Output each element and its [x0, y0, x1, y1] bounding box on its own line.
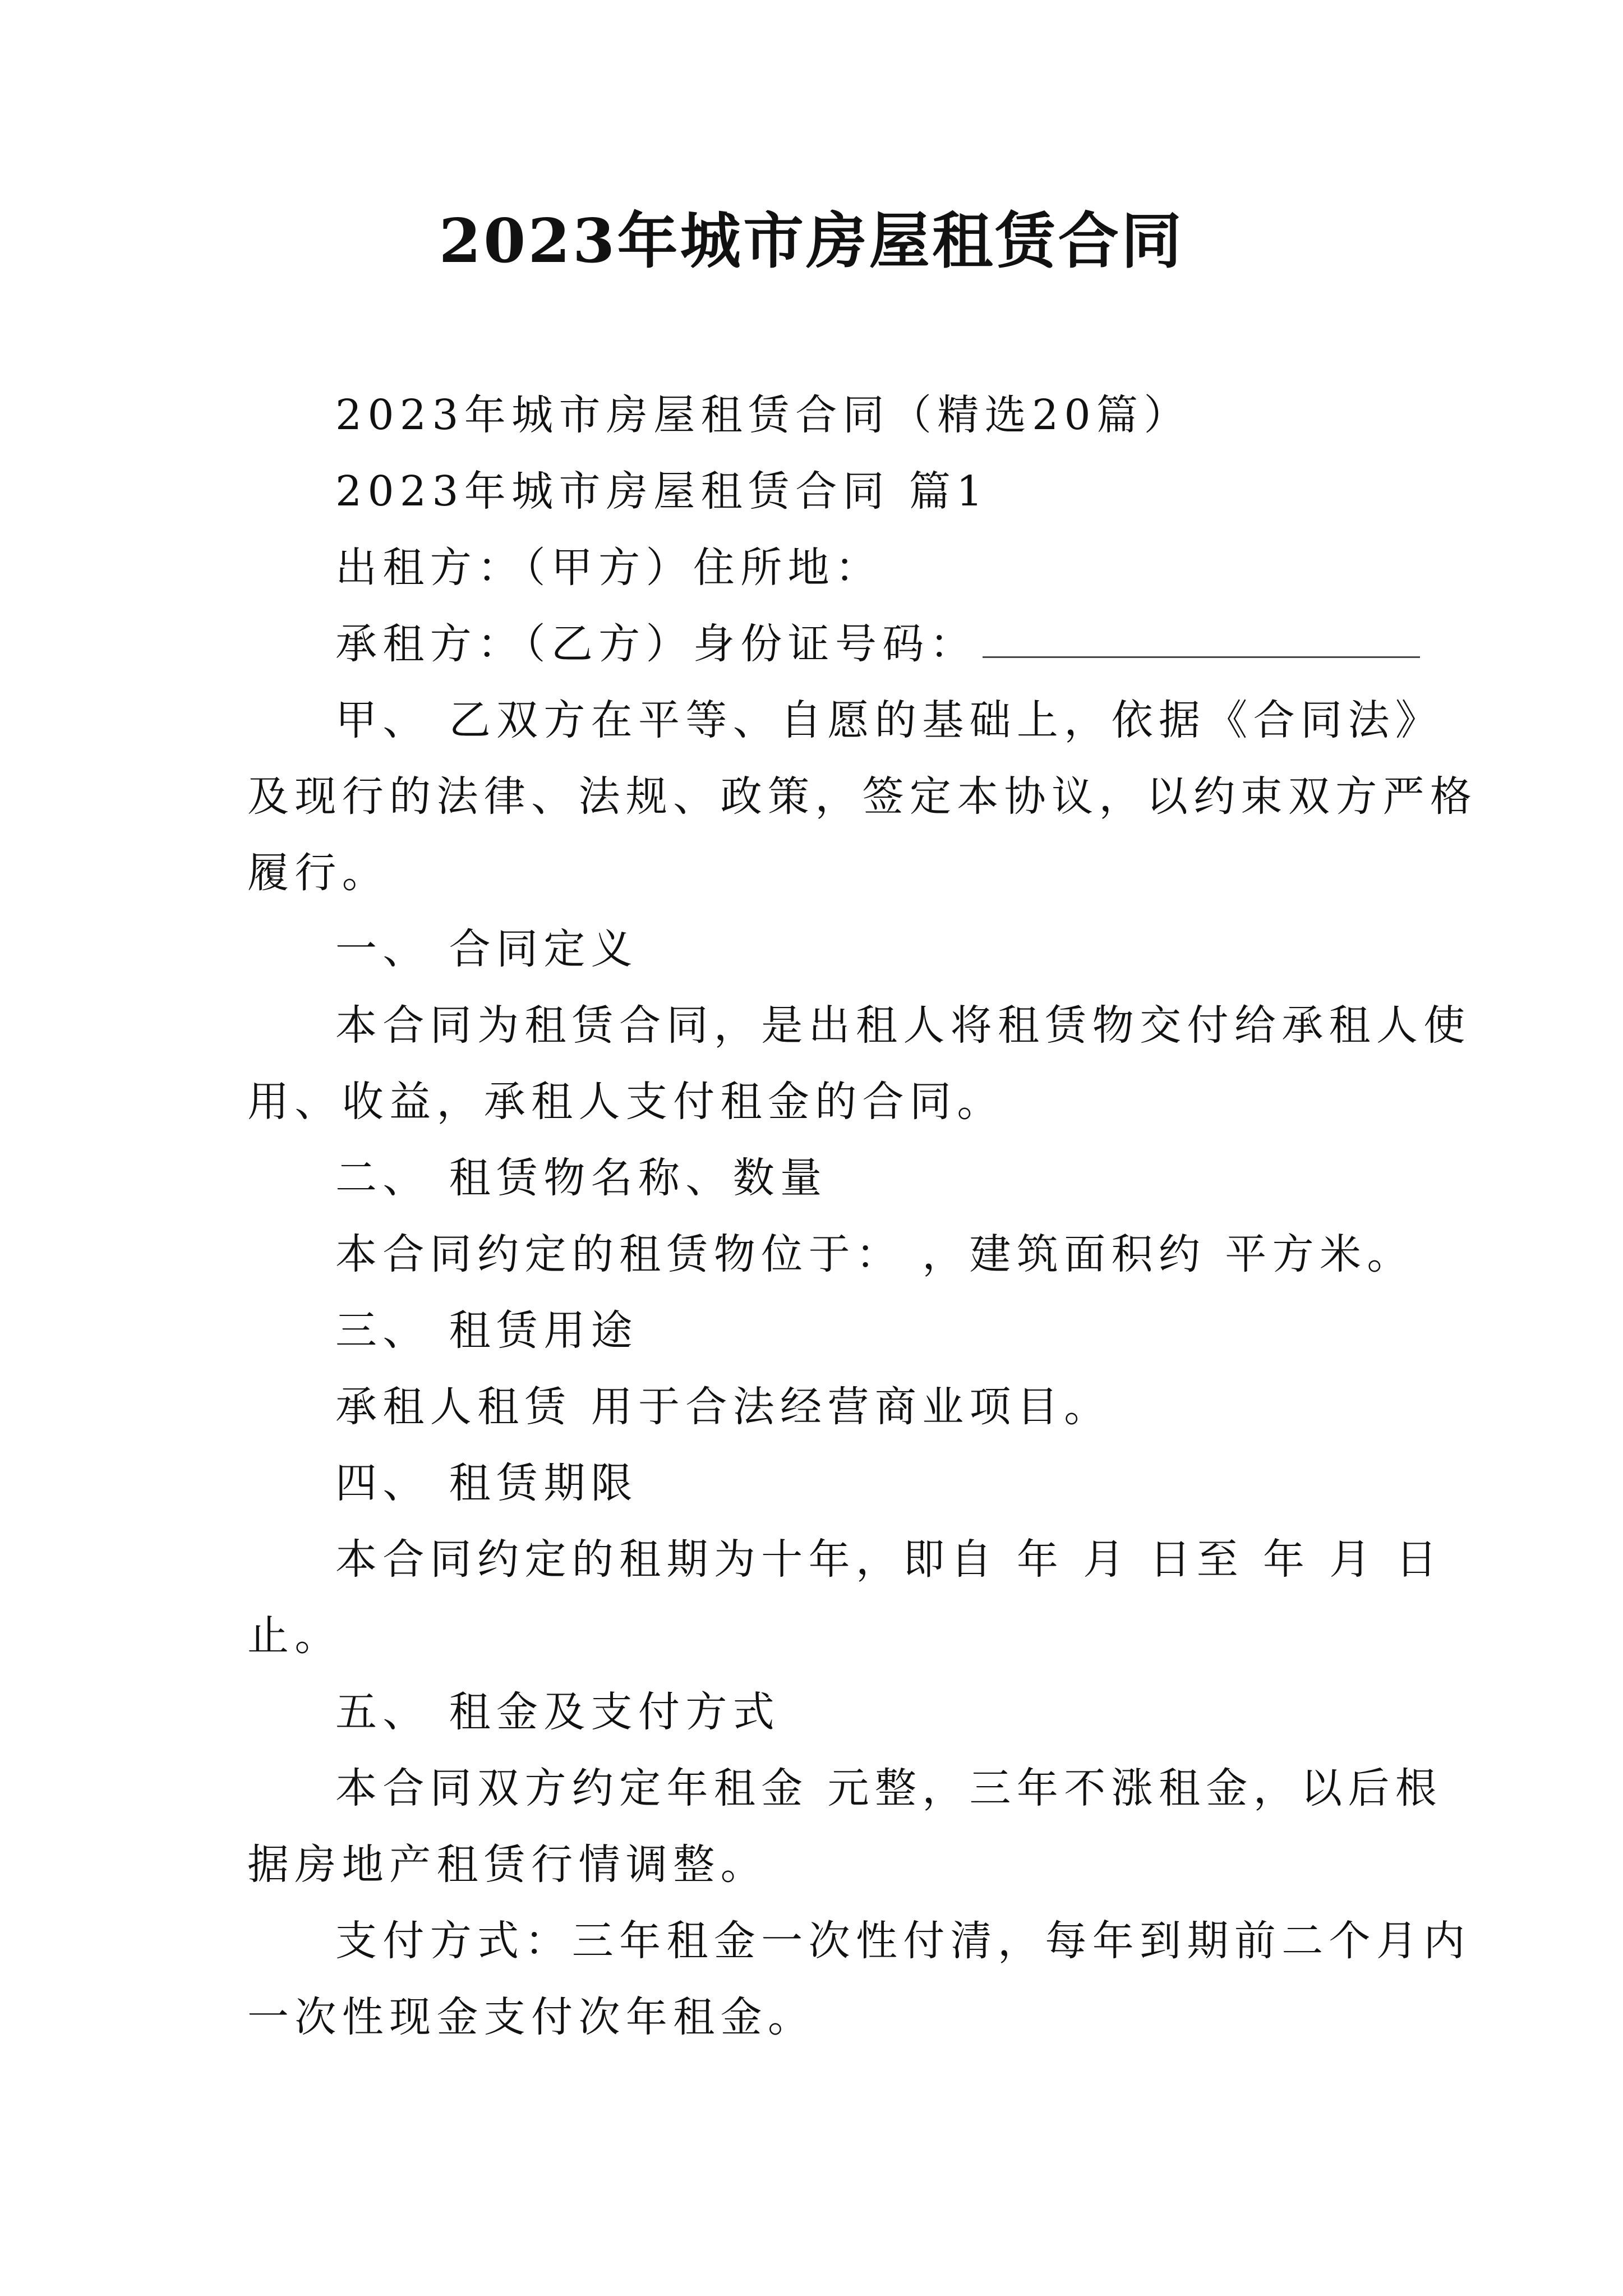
- section-1-body-line-1: 本合同为租赁合同，是出租人将租赁物交付给承租人使: [335, 1001, 1471, 1050]
- section-5-body-line-1: 本合同双方约定年租金 元整，三年不涨租金，以后根: [335, 1764, 1443, 1812]
- lessee-line-row: [335, 616, 1420, 672]
- section-2-body: 本合同约定的租赁物位于： ，建筑面积约 平方米。: [335, 1230, 1414, 1278]
- document-subtitle: 2023年城市房屋租赁合同（精选20篇）: [335, 391, 1191, 439]
- intro-line-1: 甲、 乙双方在平等、自愿的基础上，依据《合同法》: [335, 696, 1443, 744]
- section-1-heading: 一、 合同定义: [335, 925, 639, 973]
- lessor-line: 出租方：（甲方）住所地：: [335, 544, 883, 592]
- lessee-line: 承租方：（乙方）身份证号码：: [335, 620, 978, 668]
- section-4-heading: 四、 租赁期限: [335, 1459, 639, 1507]
- id-number-blank: [983, 616, 1420, 658]
- section-4-body-line-2: 止。: [247, 1612, 342, 1660]
- section-3-heading: 三、 租赁用途: [335, 1306, 639, 1355]
- intro-line-3: 履行。: [247, 849, 390, 897]
- section-2-heading: 二、 租赁物名称、数量: [335, 1154, 828, 1202]
- intro-line-2: 及现行的法律、法规、政策，签定本协议，以约束双方严格: [247, 772, 1478, 821]
- section-3-body: 承租人租赁 用于合法经营商业项目。: [335, 1383, 1112, 1431]
- payment-line-2: 一次性现金支付次年租金。: [247, 1993, 815, 2041]
- payment-line-1: 支付方式：三年租金一次性付清，每年到期前二个月内: [335, 1917, 1471, 1965]
- section-5-body-line-2: 据房地产租赁行情调整。: [247, 1841, 768, 1889]
- section-4-body-line-1: 本合同约定的租期为十年，即自 年 月 日至 年 月 日: [335, 1535, 1443, 1584]
- article-heading: 2023年城市房屋租赁合同 篇1: [335, 467, 989, 516]
- section-5-heading: 五、 租金及支付方式: [335, 1688, 781, 1736]
- document-title: 2023年城市房屋租赁合同: [439, 206, 1184, 277]
- section-1-body-line-2: 用、收益，承租人支付租金的合同。: [247, 1078, 1004, 1126]
